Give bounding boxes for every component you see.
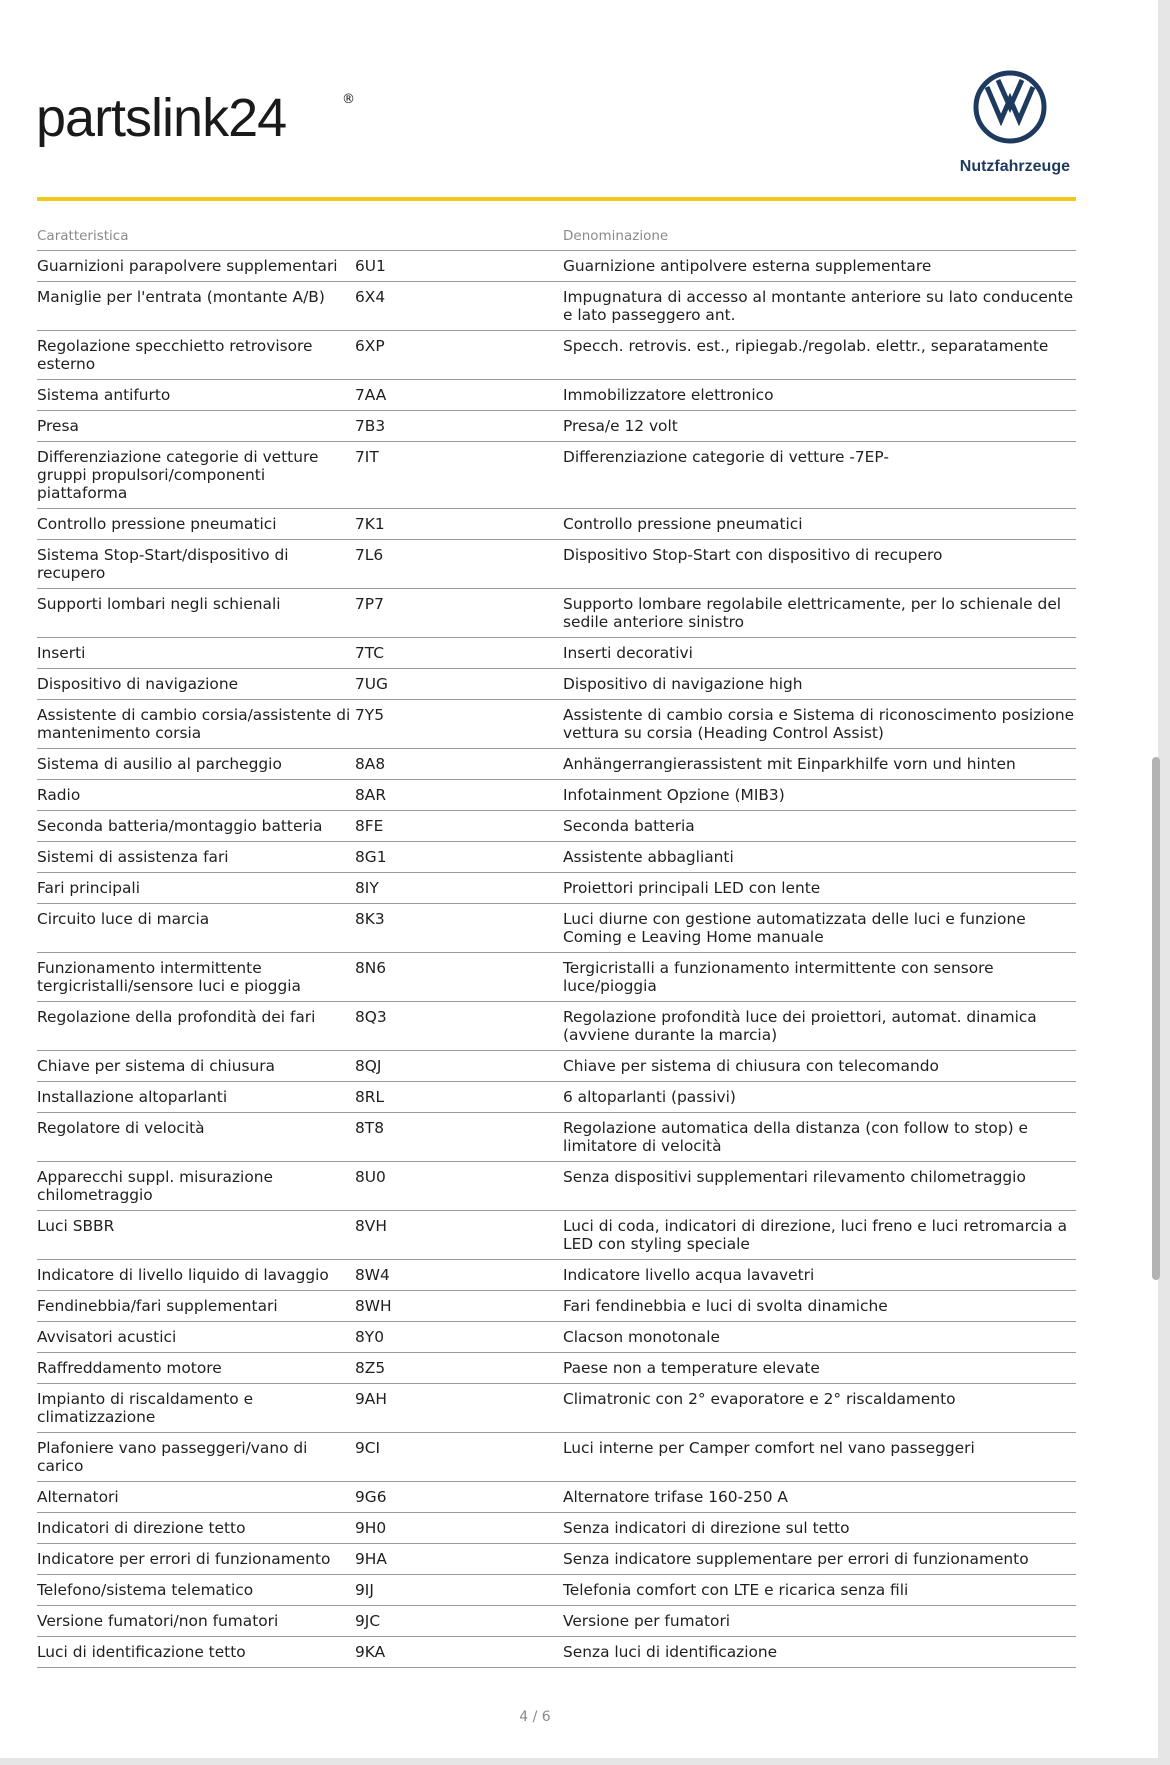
equipment-table bbox=[37, 224, 1076, 1668]
cell-code: 6U1 bbox=[355, 251, 563, 282]
table-row bbox=[37, 282, 1076, 331]
cell-code: 7UG bbox=[355, 669, 563, 700]
table-row bbox=[37, 1575, 1076, 1606]
cell-denomination: Immobilizzatore elettronico bbox=[563, 380, 1076, 411]
cell-code: 6X4 bbox=[355, 282, 563, 331]
table-row bbox=[37, 1353, 1076, 1384]
cell-characteristic: Fendinebbia/fari supplementari bbox=[37, 1291, 355, 1322]
cell-characteristic: Controllo pressione pneumatici bbox=[37, 509, 355, 540]
cell-code: 8Z5 bbox=[355, 1353, 563, 1384]
table-row bbox=[37, 1544, 1076, 1575]
cell-denomination: Infotainment Opzione (MIB3) bbox=[563, 780, 1076, 811]
cell-code: 9JC bbox=[355, 1606, 563, 1637]
cell-characteristic: Avvisatori acustici bbox=[37, 1322, 355, 1353]
cell-denomination: Dispositivo di navigazione high bbox=[563, 669, 1076, 700]
column-header-denomination: Denominazione bbox=[563, 224, 1076, 251]
table-row bbox=[37, 1260, 1076, 1291]
cell-code: 8WH bbox=[355, 1291, 563, 1322]
cell-denomination: Regolazione automatica della distanza (con follow to stop) e limitatore di velocità bbox=[563, 1113, 1076, 1162]
table-body bbox=[37, 251, 1076, 1668]
cell-denomination: Presa/e 12 volt bbox=[563, 411, 1076, 442]
cell-denomination: Telefonia comfort con LTE e ricarica senza fili bbox=[563, 1575, 1076, 1606]
cell-characteristic: Versione fumatori/non fumatori bbox=[37, 1606, 355, 1637]
partslink24-logo bbox=[36, 88, 366, 178]
table-row bbox=[37, 1322, 1076, 1353]
cell-code: 8K3 bbox=[355, 904, 563, 953]
cell-characteristic: Inserti bbox=[37, 638, 355, 669]
cell-denomination: Specch. retrovis. est., ripiegab./regolab. elettr., separatamente bbox=[563, 331, 1076, 380]
table-row bbox=[37, 331, 1076, 380]
cell-characteristic: Assistente di cambio corsia/assistente di mantenimento corsia bbox=[37, 700, 355, 749]
cell-code: 8Q3 bbox=[355, 1002, 563, 1051]
cell-denomination: Versione per fumatori bbox=[563, 1606, 1076, 1637]
table-row bbox=[37, 1113, 1076, 1162]
cell-code: 8A8 bbox=[355, 749, 563, 780]
cell-denomination: Controllo pressione pneumatici bbox=[563, 509, 1076, 540]
cell-code: 9G6 bbox=[355, 1482, 563, 1513]
cell-code: 7K1 bbox=[355, 509, 563, 540]
cell-characteristic: Regolazione specchietto retrovisore esterno bbox=[37, 331, 355, 380]
logo-text: partslink24 bbox=[36, 88, 287, 148]
table-row bbox=[37, 589, 1076, 638]
table-row bbox=[37, 1433, 1076, 1482]
cell-denomination: Differenziazione categorie di vetture -7EP- bbox=[563, 442, 1076, 509]
cell-denomination: Climatronic con 2° evaporatore e 2° riscaldamento bbox=[563, 1384, 1076, 1433]
cell-denomination: Paese non a temperature elevate bbox=[563, 1353, 1076, 1384]
cell-characteristic: Apparecchi suppl. misurazione chilometraggio bbox=[37, 1162, 355, 1211]
table-row bbox=[37, 904, 1076, 953]
cell-code: 7P7 bbox=[355, 589, 563, 638]
table-row bbox=[37, 873, 1076, 904]
cell-code: 8IY bbox=[355, 873, 563, 904]
table-row bbox=[37, 1482, 1076, 1513]
table-row bbox=[37, 811, 1076, 842]
cell-characteristic: Impianto di riscaldamento e climatizzazione bbox=[37, 1384, 355, 1433]
cell-code: 9IJ bbox=[355, 1575, 563, 1606]
cell-characteristic: Seconda batteria/montaggio batteria bbox=[37, 811, 355, 842]
cell-characteristic: Sistemi di assistenza fari bbox=[37, 842, 355, 873]
cell-code: 8RL bbox=[355, 1082, 563, 1113]
cell-characteristic: Sistema antifurto bbox=[37, 380, 355, 411]
table-row bbox=[37, 1606, 1076, 1637]
cell-denomination: Alternatore trifase 160-250 A bbox=[563, 1482, 1076, 1513]
cell-code: 8Y0 bbox=[355, 1322, 563, 1353]
cell-characteristic: Installazione altoparlanti bbox=[37, 1082, 355, 1113]
cell-denomination: Regolazione profondità luce dei proiettori, automat. dinamica (avviene durante la marcia) bbox=[563, 1002, 1076, 1051]
table-row bbox=[37, 1002, 1076, 1051]
table-row bbox=[37, 953, 1076, 1002]
cell-code: 8N6 bbox=[355, 953, 563, 1002]
cell-code: 7TC bbox=[355, 638, 563, 669]
cell-code: 9AH bbox=[355, 1384, 563, 1433]
table-row bbox=[37, 442, 1076, 509]
cell-denomination: Impugnatura di accesso al montante anteriore su lato conducente e lato passeggero ant. bbox=[563, 282, 1076, 331]
cell-characteristic: Sistema Stop-Start/dispositivo di recupero bbox=[37, 540, 355, 589]
table-row bbox=[37, 1051, 1076, 1082]
cell-characteristic: Indicatore di livello liquido di lavaggio bbox=[37, 1260, 355, 1291]
cell-characteristic: Sistema di ausilio al parcheggio bbox=[37, 749, 355, 780]
cell-characteristic: Luci SBBR bbox=[37, 1211, 355, 1260]
logo-registered-mark: ® bbox=[342, 92, 355, 107]
table-row bbox=[37, 540, 1076, 589]
cell-code: 7Y5 bbox=[355, 700, 563, 749]
cell-denomination: Proiettori principali LED con lente bbox=[563, 873, 1076, 904]
cell-denomination: Luci interne per Camper comfort nel vano passeggeri bbox=[563, 1433, 1076, 1482]
cell-denomination: Anhängerrangierassistent mit Einparkhilfe vorn und hinten bbox=[563, 749, 1076, 780]
table-row bbox=[37, 1637, 1076, 1668]
cell-denomination: Luci di coda, indicatori di direzione, luci freno e luci retromarcia a LED con styling speciale bbox=[563, 1211, 1076, 1260]
cell-characteristic: Differenziazione categorie di vetture gruppi propulsori/componenti piattaforma bbox=[37, 442, 355, 509]
cell-denomination: Guarnizione antipolvere esterna supplementare bbox=[563, 251, 1076, 282]
cell-denomination: Fari fendinebbia e luci di svolta dinamiche bbox=[563, 1291, 1076, 1322]
cell-code: 7B3 bbox=[355, 411, 563, 442]
cell-denomination: Seconda batteria bbox=[563, 811, 1076, 842]
table-row bbox=[37, 700, 1076, 749]
cell-characteristic: Regolatore di velocità bbox=[37, 1113, 355, 1162]
table-row bbox=[37, 1291, 1076, 1322]
cell-code: 7L6 bbox=[355, 540, 563, 589]
cell-code: 9KA bbox=[355, 1637, 563, 1668]
brand-subtitle: Nutzfahrzeuge bbox=[959, 158, 1070, 175]
cell-characteristic: Luci di identificazione tetto bbox=[37, 1637, 355, 1668]
cell-code: 8U0 bbox=[355, 1162, 563, 1211]
table-row bbox=[37, 1211, 1076, 1260]
cell-denomination: Luci diurne con gestione automatizzata delle luci e funzione Coming e Leaving Home manuale bbox=[563, 904, 1076, 953]
cell-code: 8FE bbox=[355, 811, 563, 842]
cell-denomination: Senza indicatore supplementare per errori di funzionamento bbox=[563, 1544, 1076, 1575]
cell-denomination: Tergicristalli a funzionamento intermittente con sensore luce/pioggia bbox=[563, 953, 1076, 1002]
cell-denomination: Senza luci di identificazione bbox=[563, 1637, 1076, 1668]
cell-code: 8W4 bbox=[355, 1260, 563, 1291]
cell-characteristic: Radio bbox=[37, 780, 355, 811]
cell-characteristic: Telefono/sistema telematico bbox=[37, 1575, 355, 1606]
cell-characteristic: Indicatore per errori di funzionamento bbox=[37, 1544, 355, 1575]
cell-denomination: Assistente abbaglianti bbox=[563, 842, 1076, 873]
table-row bbox=[37, 669, 1076, 700]
cell-code: 8QJ bbox=[355, 1051, 563, 1082]
scrollbar-thumb[interactable] bbox=[1152, 757, 1160, 1280]
table-row bbox=[37, 638, 1076, 669]
cell-denomination: Clacson monotonale bbox=[563, 1322, 1076, 1353]
table-row bbox=[37, 1384, 1076, 1433]
cell-characteristic: Supporti lombari negli schienali bbox=[37, 589, 355, 638]
cell-characteristic: Presa bbox=[37, 411, 355, 442]
cell-characteristic: Dispositivo di navigazione bbox=[37, 669, 355, 700]
table-row bbox=[37, 411, 1076, 442]
cell-code: 8T8 bbox=[355, 1113, 563, 1162]
cell-characteristic: Maniglie per l'entrata (montante A/B) bbox=[37, 282, 355, 331]
header-divider bbox=[37, 197, 1076, 201]
cell-characteristic: Raffreddamento motore bbox=[37, 1353, 355, 1384]
table-header-row bbox=[37, 224, 1076, 251]
cell-code: 8AR bbox=[355, 780, 563, 811]
cell-code: 9HA bbox=[355, 1544, 563, 1575]
column-header-code bbox=[355, 224, 563, 251]
table-row bbox=[37, 509, 1076, 540]
cell-code: 6XP bbox=[355, 331, 563, 380]
table-row bbox=[37, 1162, 1076, 1211]
table-row bbox=[37, 251, 1076, 282]
cell-characteristic: Regolazione della profondità dei fari bbox=[37, 1002, 355, 1051]
page-number: 4 / 6 bbox=[519, 1709, 551, 1725]
cell-code: 9H0 bbox=[355, 1513, 563, 1544]
table-row bbox=[37, 780, 1076, 811]
cell-denomination: 6 altoparlanti (passivi) bbox=[563, 1082, 1076, 1113]
cell-code: 9CI bbox=[355, 1433, 563, 1482]
cell-characteristic: Circuito luce di marcia bbox=[37, 904, 355, 953]
table-row bbox=[37, 749, 1076, 780]
cell-denomination: Senza dispositivi supplementari rilevamento chilometraggio bbox=[563, 1162, 1076, 1211]
cell-code: 7AA bbox=[355, 380, 563, 411]
cell-characteristic: Plafoniere vano passeggeri/vano di carico bbox=[37, 1433, 355, 1482]
cell-code: 7IT bbox=[355, 442, 563, 509]
viewer-bottom-edge bbox=[0, 1758, 1170, 1765]
cell-denomination: Chiave per sistema di chiusura con telecomando bbox=[563, 1051, 1076, 1082]
table-row bbox=[37, 380, 1076, 411]
table-row bbox=[37, 1513, 1076, 1544]
table-row bbox=[37, 842, 1076, 873]
cell-characteristic: Alternatori bbox=[37, 1482, 355, 1513]
table-row bbox=[37, 1082, 1076, 1113]
cell-denomination: Senza indicatori di direzione sul tetto bbox=[563, 1513, 1076, 1544]
cell-characteristic: Chiave per sistema di chiusura bbox=[37, 1051, 355, 1082]
cell-characteristic: Guarnizioni parapolvere supplementari bbox=[37, 251, 355, 282]
column-header-characteristic: Caratteristica bbox=[37, 224, 355, 251]
vw-logo-icon bbox=[973, 70, 1047, 144]
cell-denomination: Inserti decorativi bbox=[563, 638, 1076, 669]
cell-code: 8G1 bbox=[355, 842, 563, 873]
cell-denomination: Assistente di cambio corsia e Sistema di riconoscimento posizione vettura su corsia (Heading Control Assist) bbox=[563, 700, 1076, 749]
cell-code: 8VH bbox=[355, 1211, 563, 1260]
cell-characteristic: Indicatori di direzione tetto bbox=[37, 1513, 355, 1544]
cell-denomination: Dispositivo Stop-Start con dispositivo di recupero bbox=[563, 540, 1076, 589]
cell-denomination: Indicatore livello acqua lavavetri bbox=[563, 1260, 1076, 1291]
cell-characteristic: Funzionamento intermittente tergicristalli/sensore luci e pioggia bbox=[37, 953, 355, 1002]
cell-denomination: Supporto lombare regolabile elettricamente, per lo schienale del sedile anteriore sinistro bbox=[563, 589, 1076, 638]
cell-characteristic: Fari principali bbox=[37, 873, 355, 904]
